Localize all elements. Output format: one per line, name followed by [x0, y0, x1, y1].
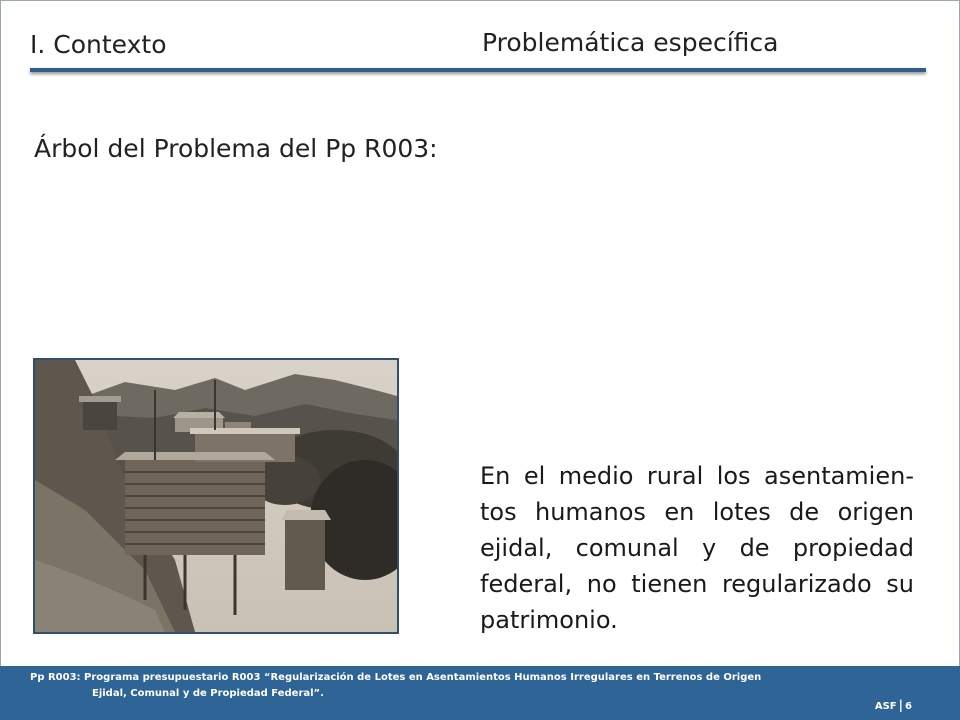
footer-note-line1: Pp R003: Programa presupuestario R003 “Regularización de Lotes en Asentamientos Humanos Irregulares en Terrenos de Origen [30, 672, 762, 683]
footer-note-line2: Ejidal, Comunal y de Propiedad Federal”. [92, 688, 324, 699]
subtitle: Árbol del Problema del Pp R003: [34, 134, 438, 163]
slide-title: Problemática específica [482, 28, 779, 57]
page-number: 6 [905, 701, 912, 712]
rural-settlement-photo [33, 358, 399, 634]
section-title: I. Contexto [30, 30, 167, 59]
footer-page-number [875, 698, 912, 712]
title-divider [30, 68, 926, 72]
problem-statement: En el medio rural los asentamien- tos humanos en lotes de origen ejidal, comunal y de propiedad federal, no tienen regularizado su patrimonio. [480, 462, 914, 634]
footer-org: ASF [874, 701, 897, 712]
footer-separator: | [898, 698, 904, 712]
footer-bar [0, 666, 960, 720]
